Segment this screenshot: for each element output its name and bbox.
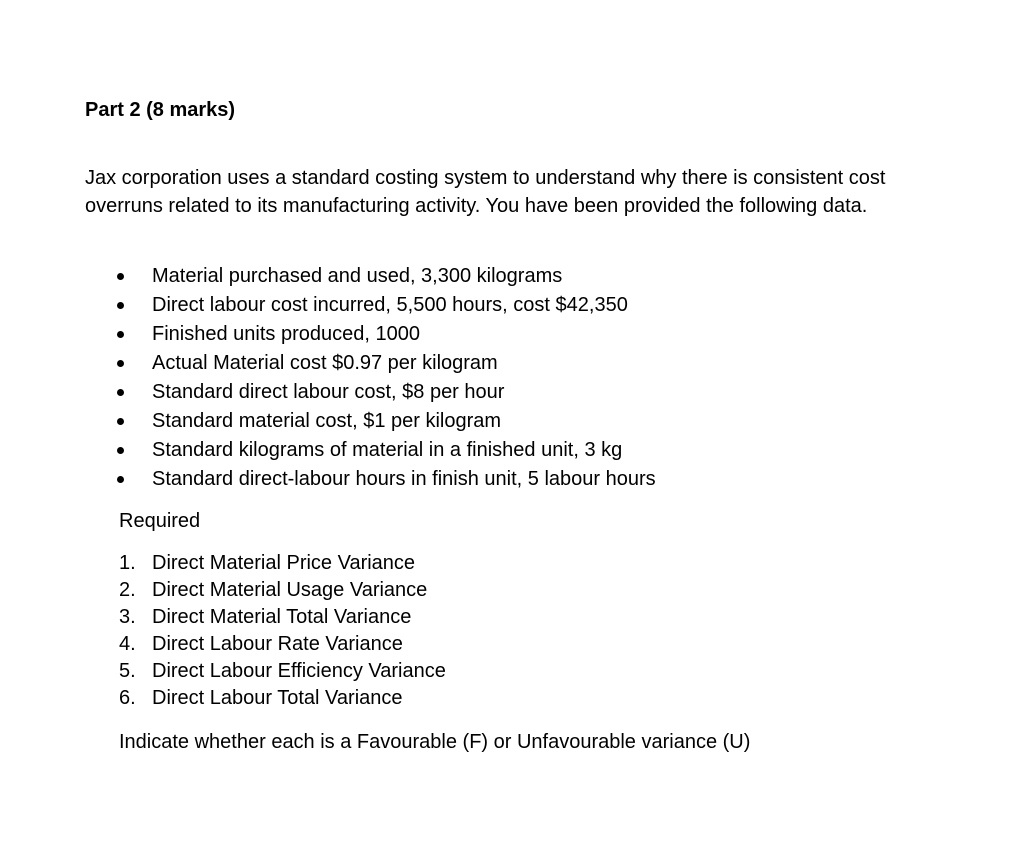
list-item-text: Direct Labour Total Variance (152, 687, 403, 709)
list-item-text: Actual Material cost $0.97 per kilogram (152, 352, 498, 374)
list-item (117, 465, 656, 494)
bullet-icon (117, 360, 124, 367)
list-item-text: Direct labour cost incurred, 5,500 hours, cost $42,350 (152, 294, 628, 316)
bullet-icon (117, 476, 124, 483)
bullet-icon (117, 418, 124, 425)
bullet-icon (117, 331, 124, 338)
bullet-icon (117, 447, 124, 454)
list-item (117, 320, 656, 349)
list-item-text: Direct Material Usage Variance (152, 579, 428, 601)
list-item (119, 685, 446, 712)
required-numbered-list (119, 550, 446, 712)
list-item (117, 291, 656, 320)
data-bullet-list (117, 262, 656, 494)
list-item-text: Standard kilograms of material in a finished unit, 3 kg (152, 439, 623, 461)
list-item (119, 631, 446, 658)
list-number: 6. (119, 687, 136, 709)
list-item (117, 262, 656, 291)
list-item (117, 378, 656, 407)
list-item (117, 407, 656, 436)
list-item (119, 550, 446, 577)
list-item-text: Standard direct-labour hours in finish unit, 5 labour hours (152, 468, 656, 490)
list-number: 1. (119, 552, 136, 574)
list-number: 4. (119, 633, 136, 655)
list-item-text: Standard direct labour cost, $8 per hour (152, 381, 505, 403)
bullet-icon (117, 389, 124, 396)
list-item-text: Direct Material Total Variance (152, 606, 412, 628)
list-item-text: Direct Material Price Variance (152, 552, 416, 574)
list-item (117, 349, 656, 378)
list-number: 5. (119, 660, 136, 682)
intro-paragraph: Jax corporation uses a standard costing system to understand why there is consistent cost overruns related to its manufacturing activity. You have been provided the following data. (85, 167, 886, 217)
list-number: 2. (119, 579, 136, 601)
instruction-text: Indicate whether each is a Favourable (F) or Unfavourable variance (U) (119, 731, 751, 753)
list-item-text: Material purchased and used, 3,300 kilograms (152, 265, 563, 287)
section-heading: Part 2 (8 marks) (85, 99, 236, 121)
list-item-text: Finished units produced, 1000 (152, 323, 420, 345)
bullet-icon (117, 302, 124, 309)
list-item (117, 436, 656, 465)
bullet-icon (117, 273, 124, 280)
required-label: Required (119, 510, 201, 532)
list-item-text: Direct Labour Rate Variance (152, 633, 403, 655)
list-item-text: Direct Labour Efficiency Variance (152, 660, 446, 682)
list-item (119, 604, 446, 631)
list-item (119, 658, 446, 685)
list-number: 3. (119, 606, 136, 628)
list-item (119, 577, 446, 604)
list-item-text: Standard material cost, $1 per kilogram (152, 410, 502, 432)
